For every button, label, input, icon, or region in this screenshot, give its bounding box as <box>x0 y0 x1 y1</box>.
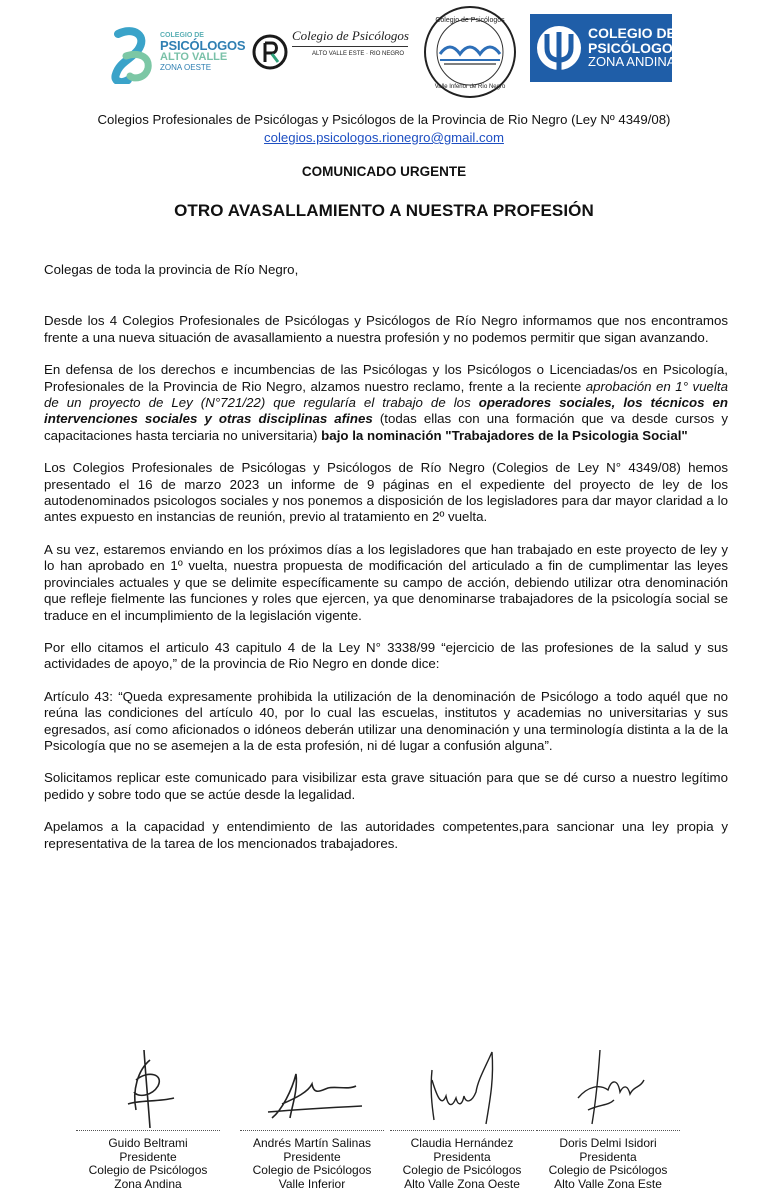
handwritten-signature-2 <box>252 1040 372 1130</box>
handwritten-signature-3 <box>402 1040 522 1130</box>
paragraph-6: Artículo 43: “Queda expresamente prohibida la utilización de la denominación de Psicólogo a todo aquél que no reúna las condiciones del artículo 40, por lo cual las escuelas, institutos y academias no universitarias y sus egresados, así como aficionados o idóneos deberán utilizar una denominación y una terminología distinta a la de la Psicología que no se asemejen a la de esta profesión, ni dé lugar a confusión alguna”. <box>44 688 728 753</box>
alto-valle-este-logo <box>252 24 412 74</box>
alto-valle-oeste-icon <box>108 26 160 84</box>
handwritten-signature-4 <box>548 1040 668 1130</box>
logos-row <box>0 0 768 100</box>
logo2-label: Colegio de Psicólogos <box>292 28 409 43</box>
signer-role: Presidente <box>119 1149 177 1164</box>
paragraph-7: Solicitamos replicar este comunicado para visibilizar esta grave situación para que se dé curso a nuestro legítimo pedido y sobre todo que se actúe desde la legalidad. <box>44 770 728 802</box>
signer-zone: Zona Andina <box>114 1176 182 1191</box>
p2-nomination-bold: bajo la nominación "Trabajadores de la Psicologia Social" <box>321 427 688 443</box>
valle-inferior-seal <box>422 4 518 100</box>
email-link[interactable]: colegios.psicologos.rionegro@gmail.com <box>264 130 504 145</box>
signer-name: Andrés Martín Salinas <box>252 1136 372 1150</box>
zona-andina-logo <box>530 14 683 82</box>
signature-block <box>0 1040 768 1200</box>
logo1-label: COLEGIO DE <box>160 32 204 39</box>
signer-name: Claudia Hernández <box>410 1136 514 1150</box>
signer-org: Colegio de Psicólogos <box>402 1163 522 1177</box>
paragraph-8: Apelamos a la capacidad y entendimiento de las autoridades competentes,para sancionar una ley propia y representativa de la tarea de los mencionados trabajadores. <box>44 819 728 851</box>
signer-name: Doris Delmi Isidori <box>559 1136 657 1150</box>
paragraph-4: A su vez, estaremos enviando en los próximos días a los legisladores que han trabajado en este proyecto de ley y lo han aprobado en 1º vuelta, nuestra propuesta de modificación del articulado a fin de cumplimentar las leyes provinciales actuales y que se delimite específicamente su campo de acción, debiendo utilizar otra denominación que refleje fielmente las funciones y roles que ejercen, ya que denominarse trabajadores de la psicología social se traduce en el incumplimiento de la legislación vigente. <box>44 541 728 623</box>
handwritten-signature-1 <box>88 1040 208 1130</box>
logo4-label: COLEGIO DE <box>588 25 676 41</box>
signer-role: Presidenta <box>579 1149 637 1164</box>
salutation: Colegas de toda la provincia de Río Negro, <box>44 262 299 277</box>
logo2-name: ALTO VALLE ESTE · RIO NEGRO <box>312 51 405 57</box>
logo4-name: PSICÓLOGOS <box>588 39 683 56</box>
valle-inferior-seal-icon <box>422 4 518 100</box>
signer-name: Guido Beltrami <box>108 1136 188 1150</box>
paragraph-1: Desde los 4 Colegios Profesionales de Psicólogas y Psicólogos de Río Negro informamos que nos encontramos frente a una nueva situación de avasallamiento a nuestra profesión y no podemos permitir que sigan avanzando. <box>44 313 728 345</box>
logo1-line4: ZONA OESTE <box>160 63 212 72</box>
p2-operators-bold: operadores sociales, los técnicos en intervenciones sociales y otras disciplinas afines <box>44 395 728 427</box>
p2-intro: En defensa de los derechos e incumbencias de las Psicólogas y los Psicólogos o Licenciadas/os en Psicología, Profesionales de la Provincia de Rio Negro, alzamos nuestro reclamo, frente a la reciente <box>44 362 728 394</box>
page-title: OTRO AVASALLAMIENTO A NUESTRA PROFESIÓN <box>174 201 594 220</box>
logo1-name: PSICÓLOGOS <box>160 38 246 53</box>
signer-org: Colegio de Psicólogos <box>252 1163 372 1177</box>
comunicado-label: COMUNICADO URGENTE <box>301 164 467 179</box>
signer-zone: Alto Valle Zona Este <box>554 1176 662 1191</box>
signer-org: Colegio de Psicólogos <box>88 1163 208 1177</box>
signer-role: Presidenta <box>433 1149 491 1164</box>
letterhead-line: Colegios Profesionales de Psicólogas y Psicólogos de la Provincia de Rio Negro (Ley Nº 4349/08) <box>97 112 671 127</box>
alto-valle-este-icon <box>252 34 288 70</box>
signer-role: Presidente <box>283 1149 341 1164</box>
seal-bottom-text: Valle Inferior de Río Negro <box>434 84 506 90</box>
signer-zone: Valle Inferior <box>278 1176 346 1191</box>
seal-top-text: Colegio de Psicólogos <box>435 17 505 24</box>
paragraph-5: Por ello citamos el articulo 43 capitulo 4 de la Ley N° 3338/99 “ejercicio de las profesiones de la salud y sus actividades de apoyo,” de la provincia de Rio Negro en donde dice: <box>44 639 728 672</box>
logo2-rule <box>292 46 408 47</box>
paragraph-2 <box>44 362 728 444</box>
logo4-line3: ZONA ANDINA <box>588 54 676 70</box>
zona-andina-icon <box>536 22 582 74</box>
alto-valle-oeste-logo <box>108 24 248 88</box>
signer-org: Colegio de Psicólogos <box>548 1163 668 1177</box>
signer-zone: Alto Valle Zona Oeste <box>404 1176 520 1191</box>
logo1-line3: ALTO VALLE <box>160 51 228 63</box>
letter-body <box>44 262 728 852</box>
p2-training: (todas ellas con una formación que va desde cursos y capacitaciones hasta terciaria no universitaria) <box>44 411 729 443</box>
p2-law-italic: aprobación en 1° vuelta de un proyecto de Ley (N°721/22) que regularía el trabajo de los <box>44 378 728 411</box>
paragraph-3: Los Colegios Profesionales de Psicólogas y Psicólogos de Río Negro (Colegios de Ley N° 4349/08) hemos presentado el 16 de marzo 2023 un informe de 9 páginas en el expediente del proyecto de ley de los autodenominados psicologos sociales y nos ponemos a disposición de los legisladores para dar mayor claridad a lo antes expuesto en instancias de reunión, previo al tratamiento en 2º vuelta. <box>44 460 728 525</box>
